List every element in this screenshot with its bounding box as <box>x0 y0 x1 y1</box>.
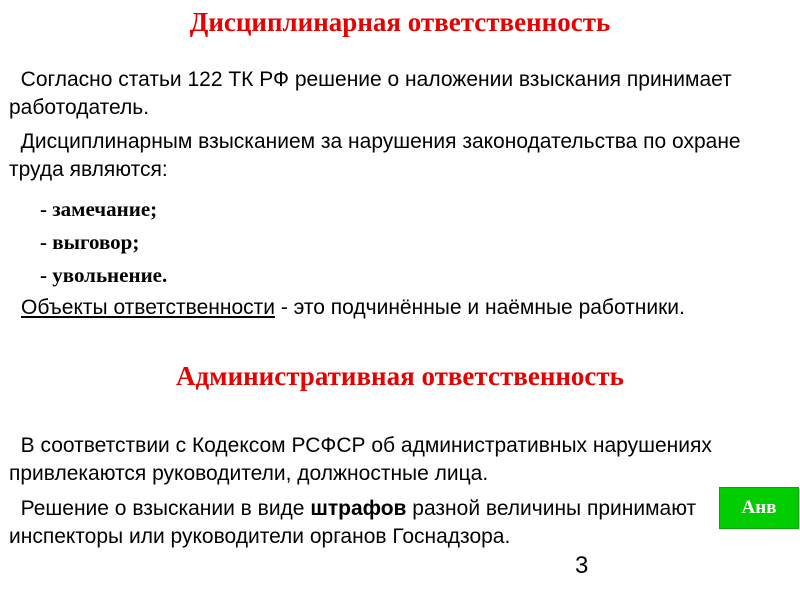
page-number: 3 <box>575 552 589 579</box>
paragraph-rsfsr-code: В соответствии с Кодексом РСФСР об административных нарушениях привлекаются руководители, должностные лица. <box>9 434 718 485</box>
list-item-remark: - замечание; <box>40 197 158 221</box>
objects-term: Объекты ответственности <box>21 296 275 319</box>
list-item-dismissal: - увольнение. <box>40 263 168 287</box>
list-item-reprimand: - выговор; <box>40 230 140 254</box>
anv-badge-button[interactable]: Анв <box>719 487 799 529</box>
title-disciplinary: Дисциплинарная ответственность <box>189 7 611 37</box>
fines-text-start: Решение о взыскании в виде <box>9 497 311 520</box>
fines-term: штрафов <box>310 497 407 520</box>
paragraph-penalties: Дисциплинарным взысканием за нарушения законодательства по охране труда являются: <box>9 130 747 181</box>
objects-definition: - это подчинённые и наёмные работники. <box>275 296 685 319</box>
title-administrative: Административная ответственность <box>176 361 624 391</box>
fines-text-end: разной величины принимают инспекторы или руководители органов Госнадзора. <box>9 497 702 548</box>
paragraph-article-122: Согласно статьи 122 ТК РФ решение о наложении взыскания принимает работодатель. <box>9 68 738 119</box>
paragraph-objects <box>21 294 721 322</box>
paragraph-fines <box>9 495 729 551</box>
